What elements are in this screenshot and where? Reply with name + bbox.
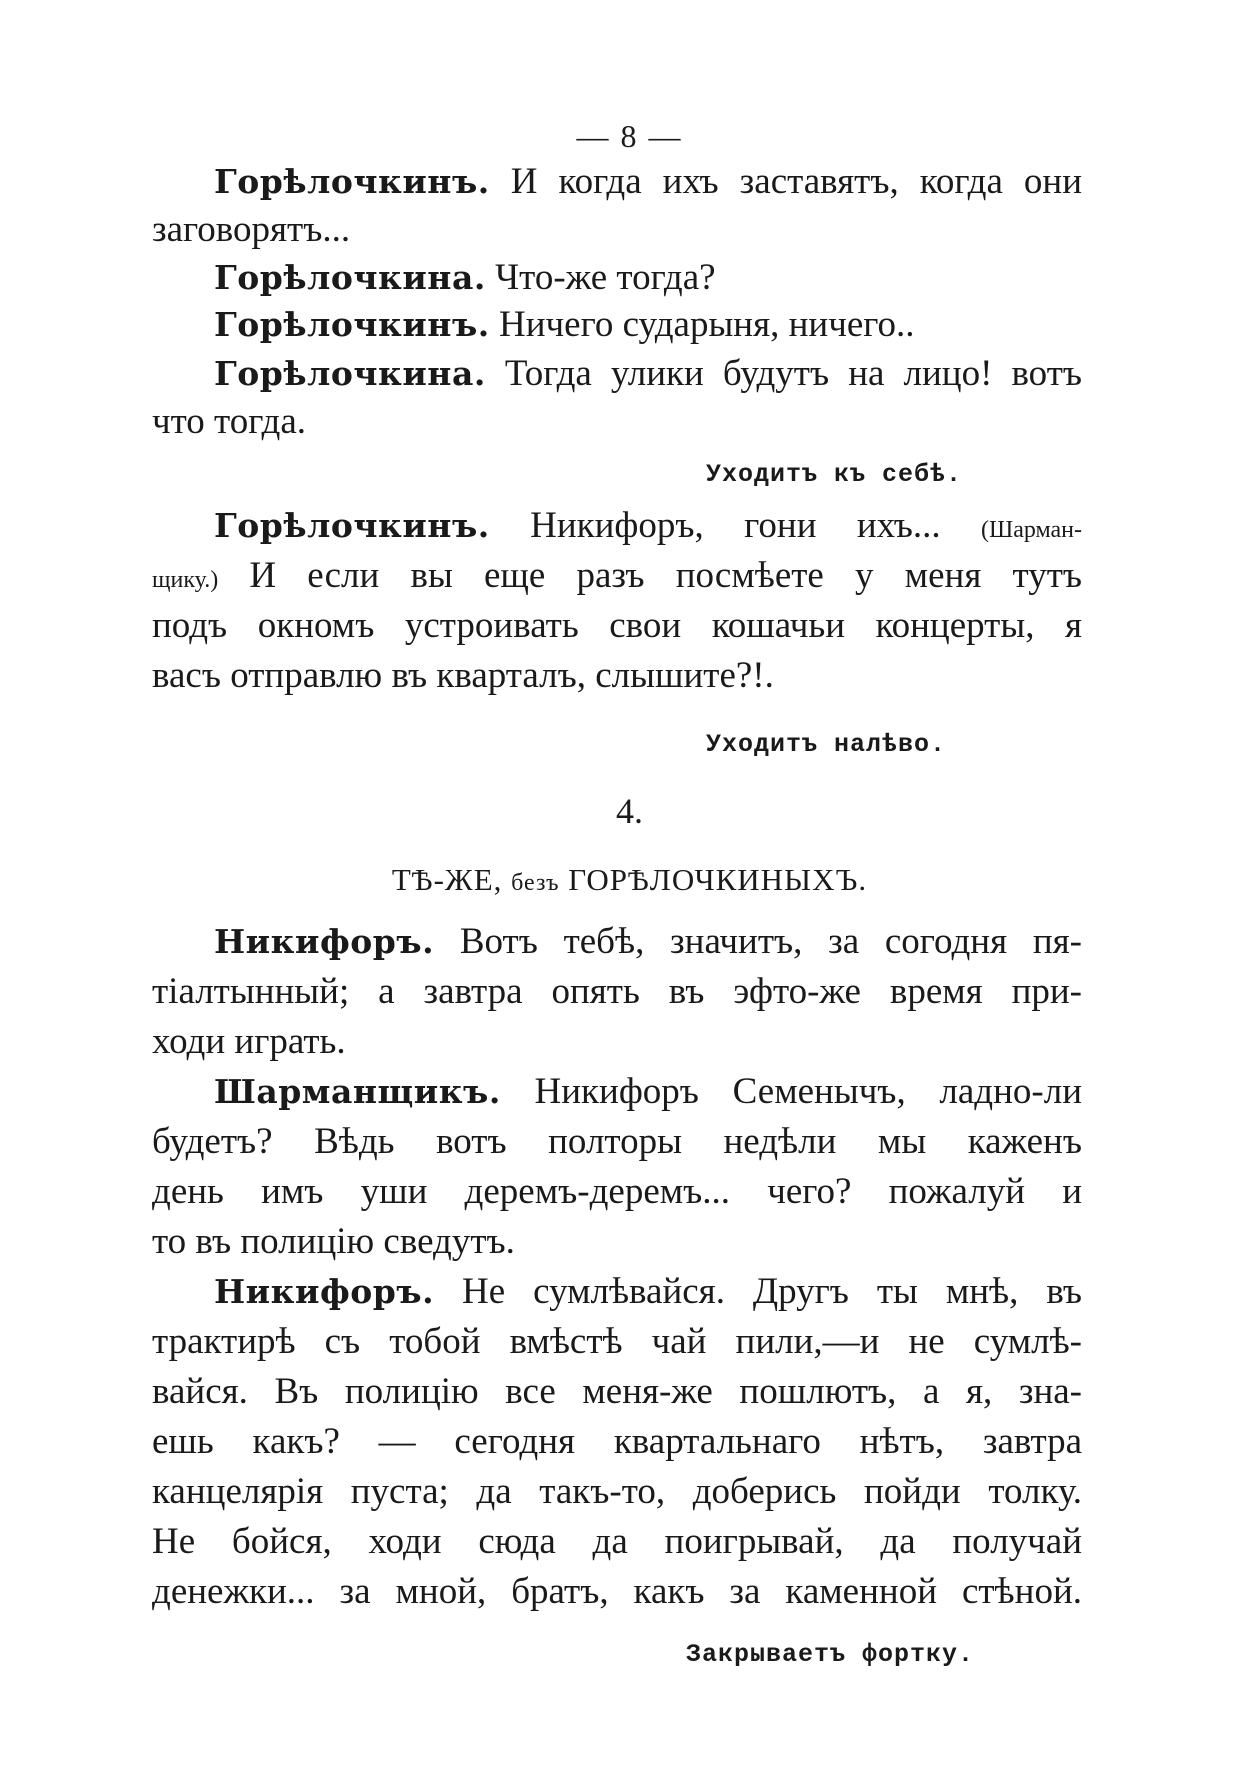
stage-direction: Уходитъ къ себѣ. [706, 460, 963, 489]
text-line [152, 1520, 1082, 1563]
text-line [152, 604, 1082, 647]
text-line [214, 504, 1082, 547]
dialogue-text: Что-же тогда? [485, 257, 716, 298]
dialogue-text: васъ отправлю въ кварталъ, слышите?!. [152, 655, 774, 696]
scene-heading-part: безъ [511, 870, 560, 896]
text-line [214, 1270, 1082, 1313]
dialogue-text: трактирѣ съ тобой вмѣстѣ чай пили,—и не сумлѣ- [152, 1321, 1082, 1362]
text-line [152, 1470, 1082, 1513]
text-line [214, 352, 1082, 395]
speaker-name: Горѣлочкинъ. [214, 162, 490, 201]
dialogue-text: Никифоръ Семенычъ, ладно-ли [500, 1071, 1082, 1112]
text-line [214, 256, 1082, 299]
text-line [214, 303, 1082, 346]
dialogue-text: Вотъ тебѣ, значитъ, за согодня пя- [434, 921, 1082, 962]
speaker-name: Никифоръ. [214, 1272, 435, 1311]
dialogue-text: Не сумлѣвайся. Другъ ты мнѣ, въ [434, 1271, 1082, 1312]
speaker-name: Горѣлочкинъ. [214, 506, 490, 545]
dialogue-text: И если вы еще разъ посмѣете у меня тутъ [218, 555, 1082, 596]
text-line [152, 1170, 1082, 1213]
text-line [214, 920, 1082, 963]
speaker-name: Горѣлочкина. [214, 354, 486, 393]
dialogue-text: тіалтынный; а завтра опять въ эфто-же время при- [152, 971, 1082, 1012]
text-line [152, 970, 1082, 1013]
speaker-name: Шарманщикъ. [214, 1072, 501, 1111]
text-line [214, 1070, 1082, 1113]
text-line [152, 1220, 1082, 1263]
page-number: — 8 — [576, 118, 683, 154]
dialogue-text: канцелярія пуста; да такъ-то, доберись пойди толку. [152, 1471, 1082, 1512]
dialogue-text: подъ окномъ устроивать свои кошачьи концерты, я [152, 605, 1082, 646]
stage-direction: Закрываетъ фортку. [686, 1640, 975, 1669]
aside-text: (Шарман- [980, 517, 1082, 543]
speaker-name: Горѣлочкина. [214, 258, 486, 297]
text-line [152, 1570, 1082, 1613]
speaker-name: Горѣлочкинъ. [214, 305, 490, 344]
speaker-name: Никифоръ. [214, 922, 435, 961]
text-line [152, 554, 1082, 597]
text-line [152, 1420, 1082, 1463]
dialogue-text: И когда ихъ заставятъ, когда они [489, 161, 1082, 202]
dialogue-text: заговорятъ... [152, 209, 351, 250]
text-line [152, 654, 1082, 697]
stage-direction: Уходитъ налѣво. [706, 730, 947, 759]
text-line [152, 1120, 1082, 1163]
dialogue-text: что тогда. [152, 401, 307, 442]
text-line [152, 1020, 1082, 1063]
text-line [152, 400, 1082, 443]
aside-text: щику.) [152, 567, 219, 593]
dialogue-text: то въ полицію сведутъ. [152, 1221, 515, 1262]
text-line [152, 1320, 1082, 1363]
dialogue-text: будетъ? Вѣдь вотъ полторы недѣли мы каженъ [152, 1121, 1082, 1162]
dialogue-text: Тогда улики будутъ на лицо! вотъ [485, 353, 1082, 394]
scene-heading [0, 862, 1259, 898]
dialogue-text: денежки... за мной, братъ, какъ за каменной стѣной. [152, 1571, 1082, 1612]
scene-heading-part: ТѢ-ЖЕ, [391, 862, 503, 897]
dialogue-text: ходи играть. [152, 1021, 346, 1062]
scene-heading-part: ГОРѢЛОЧКИНЫХЪ. [568, 862, 868, 897]
dialogue-text: Не бойся, ходи сюда да поигрывай, да получай [152, 1521, 1082, 1562]
scene-number: 4. [616, 791, 643, 831]
dialogue-text: ешь какъ? — сегодня квартальнаго нѣтъ, завтра [152, 1421, 1082, 1462]
text-line [214, 160, 1082, 203]
dialogue-text: день имъ уши деремъ-деремъ... чего? пожалуй и [152, 1171, 1082, 1212]
dialogue-text: Никифоръ, гони ихъ... [489, 505, 981, 546]
dialogue-text: Ничего сударыня, ничего.. [489, 304, 915, 345]
text-line [152, 1370, 1082, 1413]
dialogue-text: вайся. Въ полицію все меня-же пошлютъ, а я, зна- [152, 1371, 1082, 1412]
text-line [152, 208, 1082, 251]
